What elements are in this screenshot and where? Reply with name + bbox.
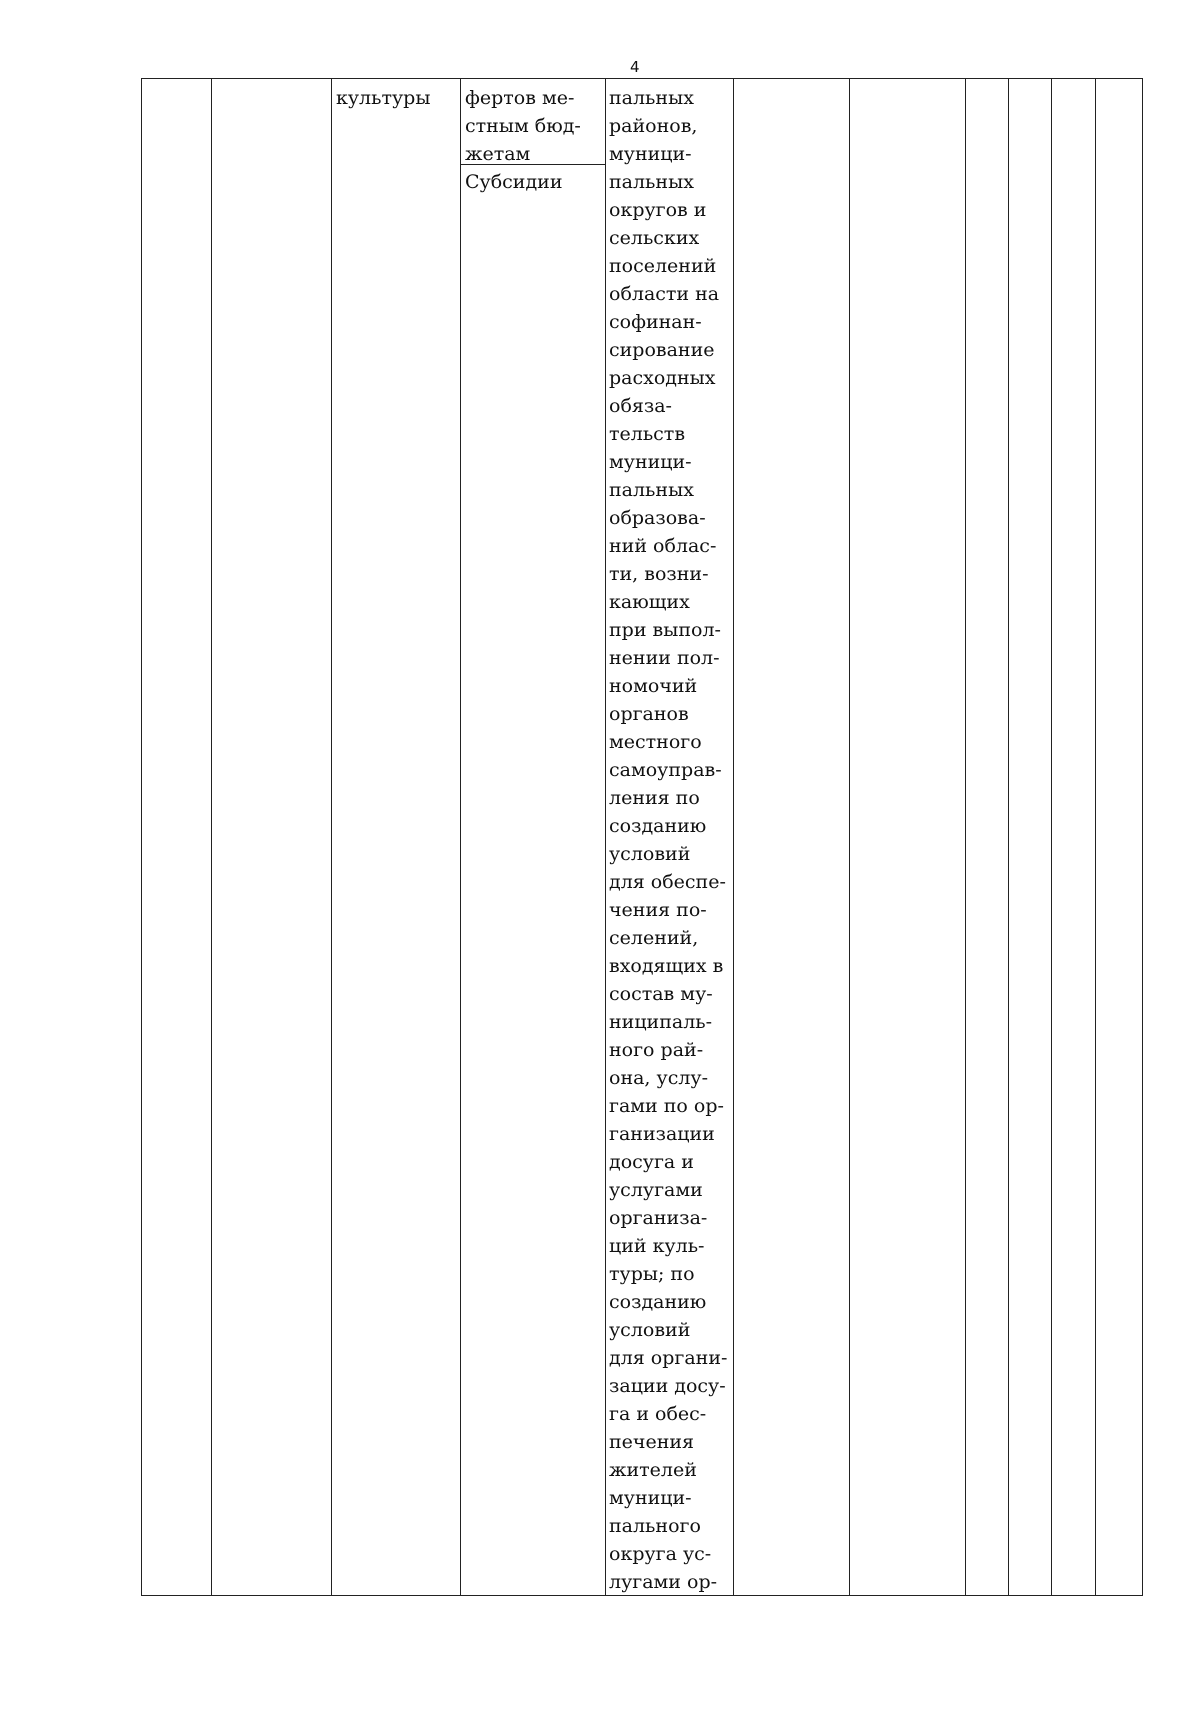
column-divider-6 xyxy=(849,78,850,1596)
column-4-lower-cell-text: Субсидии xyxy=(465,171,563,193)
column-divider-3 xyxy=(460,78,461,1596)
column-divider-9 xyxy=(1051,78,1052,1596)
column-divider-8 xyxy=(1008,78,1009,1596)
column-divider-2 xyxy=(331,78,332,1596)
column-divider-10 xyxy=(1095,78,1096,1596)
column-5-cell-text: пальных районов, муници- пальных округов и сельских поселений области на софинан- сирование расходных обяза- тельств муници- пальных образова- ний облас- ти, возни- кающих при выпол- нении пол- номочий органов местного самоуправ- ления по созданию условий для обеспе- чения по- селений, входящих в состав му- ниципаль- ного рай- она, услу- гами по ор- ганизации досуга и услугами организа- ций куль- туры; по созданию условий для органи- зации досу- га и обес- печения жителей муници- пального округа ус- лугами ор- xyxy=(609,87,728,1593)
column-divider-7 xyxy=(965,78,966,1596)
page-number: 4 xyxy=(630,58,640,76)
column-3-cell-text: культуры xyxy=(336,87,431,109)
column-divider-1 xyxy=(211,78,212,1596)
column-4-upper-cell-text: фертов ме- стным бюд- жетам xyxy=(465,87,581,165)
column-divider-4 xyxy=(605,78,606,1596)
